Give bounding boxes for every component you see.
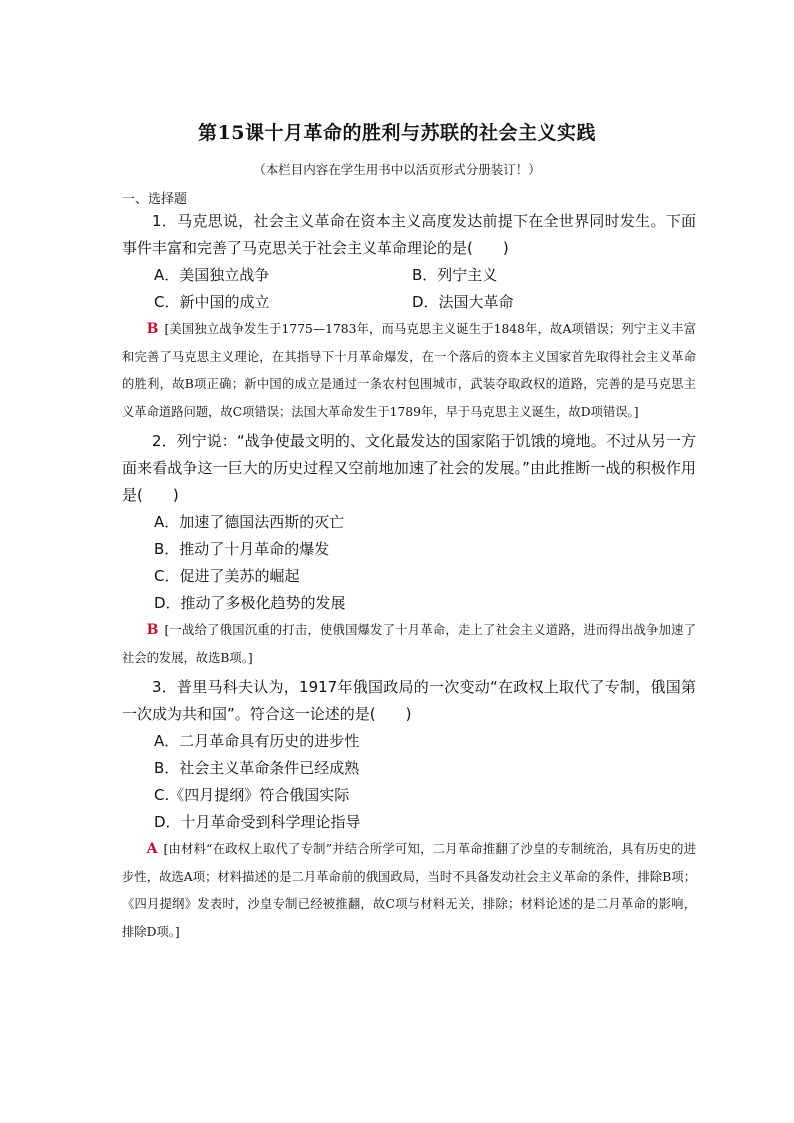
explanation-text: [由材料“在政权上取代了专制”并结合所学可知，二月革命推翻了沙皇的专制统治，具有历史的进步性，故选A项；材料描述的是二月革命前的俄国政局，当时不具备发动社会主义革命的条件，排除B项；《四月提纲》发表时，沙皇专制已经被推翻，故C项与材料无关，排除；材料论述的是二月革命的影响，排除D项。]	[122, 842, 696, 939]
option-d: D．推动了多极化趋势的发展	[154, 594, 346, 612]
answer-letter: A	[146, 841, 158, 857]
option-a: A．二月革命具有历史的进步性	[154, 732, 360, 750]
option-a: A．加速了德国法西斯的灭亡	[154, 513, 345, 531]
option-c: C.《四月提纲》符合俄国实际	[154, 786, 350, 804]
question-2	[122, 428, 696, 672]
explanation-text: [美国独立战争发生于1775—1783年，而马克思主义诞生于1848年，故A项错误；列宁主义丰富和完善了马克思主义理论，在其指导下十月革命爆发，在一个落后的资本主义国家首先取得社会主义革命的胜利，故B项正确；新中国的成立是通过一条农村包围城市，武装夺取政权的道路，完善的是马克思主义革命道路问题，故C项错误；法国大革命发生于1789年，早于马克思主义诞生，故D项错误。]	[122, 322, 696, 419]
question-stem: 2．列宁说：“战争使最文明的、文化最发达的国家陷于饥饿的境地。不过从另一方面来看战争这一巨大的历史过程又空前地加速了社会的发展。”由此推断一战的积极作用是( )	[122, 432, 696, 504]
option-b: B．推动了十月革命的爆发	[154, 540, 330, 558]
option-b: B．列宁主义	[412, 266, 498, 284]
answer-letter: B	[146, 622, 159, 638]
answer-letter: B	[146, 321, 159, 337]
option-c: C．促进了美苏的崛起	[154, 567, 300, 585]
answer-explanation	[122, 617, 696, 672]
option-list	[122, 509, 696, 617]
option-c: C．新中国的成立	[154, 293, 270, 311]
page-subtitle: （本栏目内容在学生用书中以活页形式分册装订！）	[253, 162, 541, 177]
option-grid	[122, 262, 696, 316]
option-b: B．社会主义革命条件已经成熟	[154, 759, 360, 777]
question-list	[122, 208, 696, 948]
question-1	[122, 208, 696, 426]
answer-explanation	[122, 316, 696, 426]
question-stem: 3．普里马科夫认为，1917年俄国政局的一次变动“在政权上取代了专制，俄国第一次成为共和国”。符合这一论述的是( )	[122, 678, 696, 723]
section-heading: 一、选择题	[122, 192, 188, 207]
question-stem: 1．马克思说，社会主义革命在资本主义高度发达前提下在全世界同时发生。下面事件丰富和完善了马克思关于社会主义革命理论的是( )	[122, 212, 696, 257]
answer-explanation	[122, 836, 696, 946]
option-list	[122, 728, 696, 836]
page-title: 第15课十月革命的胜利与苏联的社会主义实践	[198, 122, 596, 144]
question-3	[122, 674, 696, 946]
option-d: D．十月革命受到科学理论指导	[154, 813, 361, 831]
option-d: D．法国大革命	[412, 293, 514, 311]
option-a: A．美国独立战争	[154, 266, 270, 284]
explanation-text: [一战给了俄国沉重的打击，使俄国爆发了十月革命，走上了社会主义道路，进而得出战争加速了社会的发展，故选B项。]	[122, 623, 696, 665]
